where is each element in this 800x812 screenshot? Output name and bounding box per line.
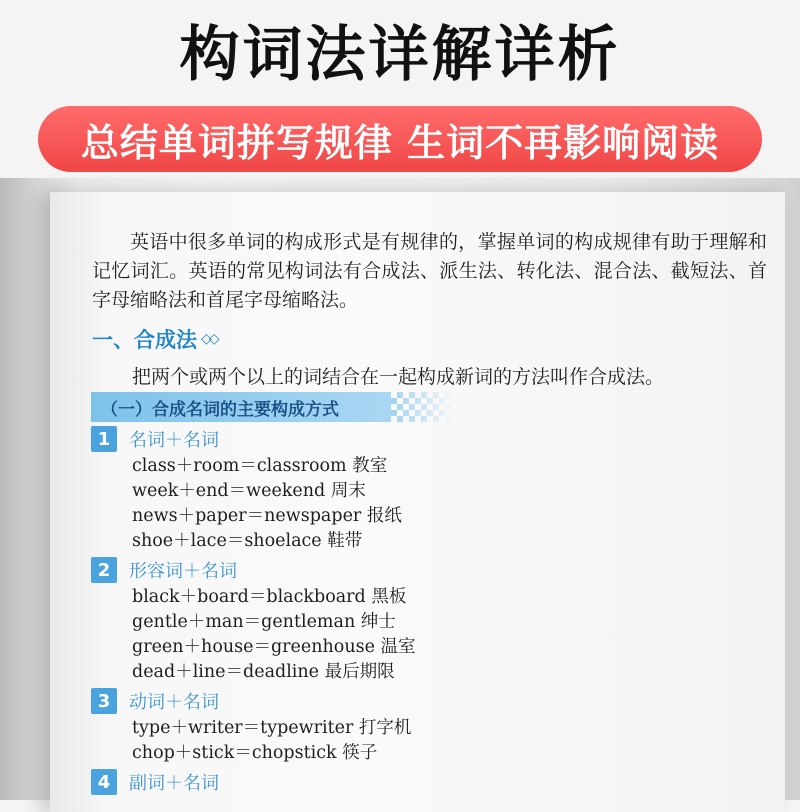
example-item: gentle＋man＝gentleman 绅士 [132,612,396,632]
example-item: black＋board＝blackboard 黑板 [132,587,407,607]
section-description: 把两个或两个以上的词结合在一起构成新词的方法叫作合成法。 [132,366,665,388]
section-heading [92,322,217,356]
category-3 [91,687,219,715]
banner-subtitle: 总结单词拼写规律 生词不再影响阅读 [38,106,762,172]
category-number: 1 [91,426,117,452]
example-item: class＋room＝classroom 教室 [132,456,388,476]
example-item: type＋writer＝typewriter 打字机 [132,718,412,738]
category-number: 3 [91,688,117,714]
category-label: 形容词＋名词 [129,561,237,582]
example-item: dead＋line＝deadline 最后期限 [132,662,395,682]
category-2 [91,556,237,584]
diamond-decoration-icon: ◇◇ [201,331,217,347]
example-item: week＋end＝weekend 周末 [132,481,366,501]
category-label: 副词＋名词 [129,773,219,794]
category-number: 4 [91,769,117,795]
example-item: chop＋stick＝chopstick 筷子 [132,743,378,763]
subsection-bar [91,392,391,422]
category-label: 动词＋名词 [129,692,219,713]
example-item: green＋house＝greenhouse 温室 [132,637,416,657]
category-1 [91,425,219,453]
category-label: 名词＋名词 [129,430,219,451]
example-item: news＋paper＝newspaper 报纸 [132,506,402,526]
banner-title: 构词法详解详析 [179,20,621,90]
intro-paragraph [92,228,767,315]
category-4 [91,768,219,796]
intro-text: 英语中很多单词的构成形式是有规律的，掌握单词的构成规律有助于理解和记忆词汇。英语的常见构词法有合成法、派生法、转化法、混合法、截短法、首字母缩略法和首尾字母缩略法。 [92,231,767,311]
subsection-title: （一）合成名词的主要构成方式 [101,399,339,420]
checker-decoration [391,392,455,422]
example-item: shoe＋lace＝shoelace 鞋带 [132,531,363,551]
section-heading-text: 一、合成法 [92,328,197,352]
category-number: 2 [91,557,117,583]
